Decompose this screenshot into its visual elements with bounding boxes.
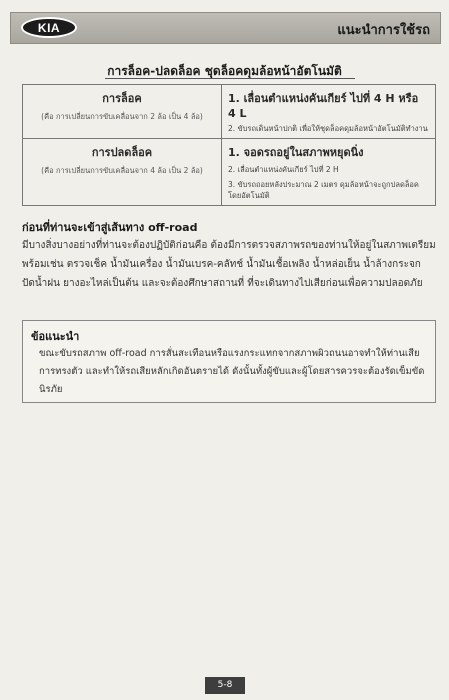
offroad-paragraph: มีบางสิ่งบางอย่างที่ท่านจะต้องปฏิบัติก่อนคือ ต้องมีการตรวจสภาพรถของท่านให้อยู่ในสภาพเตรียมพร้อมเช่น ตรวจเช็ค น้ำมันเครื่อง น้ำมันเบรค-คลัทช์ น้ำมันเชื้อเพลิง น้ำหล่อเย็น น้ำล้างกระจก ปัดน้ำฝน ยางอะไหล่เป็นต้น และจะต้องศึกษาสถานที่ ที่จะเดินทางไปเสียก่อนเพื่อความปลอดภัย (22, 240, 436, 289)
header-title: แนะนำการใช้รถ (337, 23, 430, 38)
page-number: 5-8 (205, 677, 245, 694)
tip-body: ขณะขับรถสภาพ off-road การสั่นสะเทือนหรือแรงกระแทกจากสภาพผิวถนนอาจทำให้ท่านเสียการทรงตัว และทำให้รถเสียหลักเกิดอันตรายได้ ดังนั้นทั้งผู้ขับและผู้โดยสารควรจะต้องรัดเข็มขัดนิรภัย (39, 348, 425, 395)
kia-logo (21, 17, 77, 38)
unlock-label: การปลดล็อค (91, 146, 153, 160)
lock-unlock-table (22, 84, 436, 206)
unlock-note: (คือ การเปลี่ยนการขับเคลื่อนจาก 4 ล้อ เป็น 2 ล้อ) (41, 166, 203, 176)
lock-step-1: 1. เลื่อนตำแหน่งคันเกียร์ ไปที่ 4 H หรือ 4 L (228, 92, 419, 120)
lock-cell (23, 85, 222, 139)
title-underline (105, 78, 355, 79)
tip-box (22, 320, 436, 403)
unlock-step-1: 1. จอดรถอยู่ในสภาพหยุดนิ่ง (228, 146, 364, 160)
table-row (23, 85, 436, 139)
tip-title: ข้อแนะนำ (31, 330, 80, 343)
page-header (10, 12, 441, 44)
lock-step-2: 2. ขับรถเดินหน้าปกติ เพื่อให้ชุดล็อคดุมล้อหน้าอัตโนมัติทำงาน (228, 124, 428, 133)
lock-steps (222, 85, 436, 139)
unlock-step-3: 3. ขับรถถอยหลังประมาณ 2 เมตร ดุมล้อหน้าจะถูกปลดล็อคโดยอัตโนมัติ (228, 179, 419, 200)
section-title: การล็อค-ปลดล็อค ชุดล็อคดุมล้อหน้าอัตโนมัติ (107, 64, 342, 78)
lock-label: การล็อค (102, 92, 142, 105)
table-row (23, 139, 436, 206)
unlock-cell (23, 139, 222, 206)
unlock-step-2: 2. เลื่อนตำแหน่งคันเกียร์ ไปที่ 2 H (228, 165, 339, 175)
offroad-heading: ก่อนที่ท่านจะเข้าสู่เส้นทาง off-road (22, 221, 198, 234)
unlock-steps (222, 139, 436, 206)
lock-note: (คือ การเปลี่ยนการขับเคลื่อนจาก 2 ล้อ เป็น 4 ล้อ) (41, 112, 203, 121)
logo-text: KIA (37, 20, 61, 35)
